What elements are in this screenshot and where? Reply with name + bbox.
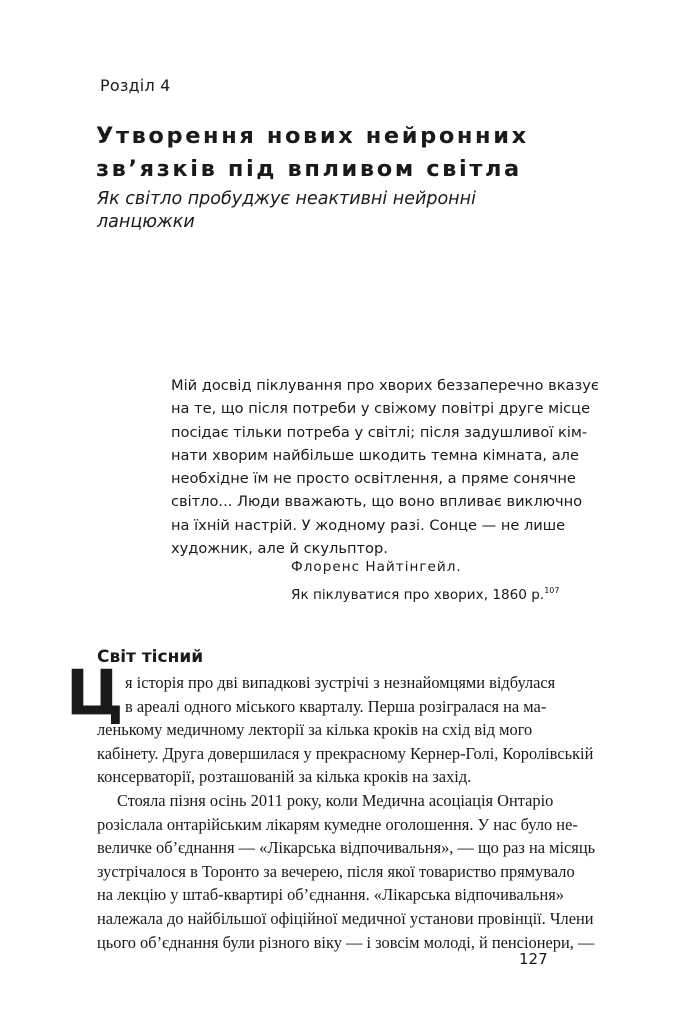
attribution-author: Флоренс Найтінгейл. <box>291 559 462 575</box>
chapter-title <box>96 120 566 186</box>
epigraph-line: нати хворим найбільше шкодить темна кімната, але <box>171 446 579 464</box>
section-heading: Світ тісний <box>97 647 204 667</box>
epigraph-line: на їхній настрій. У жодному разі. Сонце — не лише <box>171 516 566 534</box>
body-text <box>97 671 596 954</box>
epigraph-line: світло... Люди вважають, що воно впливає виключно <box>171 493 583 511</box>
epigraph-attribution <box>291 556 559 607</box>
body-line: розіслала онтарійським лікарям кумедне оголошення. У нас було не- <box>97 814 578 834</box>
body-line: консерваторії, розташованій за кілька кроків на захід. <box>97 767 472 787</box>
body-line: Стояла пізня осінь 2011 року, коли Медична асоціація Онтаріо <box>117 790 554 810</box>
footnote-marker: 107 <box>544 586 560 595</box>
chapter-label: Розділ 4 <box>100 76 171 95</box>
chapter-title-line-2: зв’язків під впливом світла <box>96 156 522 182</box>
drop-cap-letter: Ц <box>66 656 124 729</box>
body-line: на лекцію у штаб-квартирі об’єднання. «Лікарська відпочивальня» <box>97 885 564 905</box>
epigraph-line: Мій досвід піклування про хворих беззаперечно вказує <box>171 377 599 394</box>
body-line: цього об’єднання були різного віку — і зовсім молоді, й пенсіонери, — <box>97 932 595 952</box>
page-number: 127 <box>519 950 548 968</box>
attribution-source <box>291 579 559 607</box>
epigraph-line: художник, але й скульптор. <box>171 540 388 558</box>
chapter-subtitle: Як світло пробуджує неактивні нейронні ланцюжки <box>97 189 476 232</box>
epigraph-line: на те, що після потреби у свіжому повітрі друге місце <box>171 400 591 418</box>
body-line: я історія про дві випадкові зустрічі з незнайомцями відбулася <box>125 673 556 692</box>
body-line: величке об’єднання — «Лікарська відпочивальня», — що раз на місяць <box>97 838 596 858</box>
epigraph-line: посідає тільки потреба у світлі; після задушливої кім- <box>171 423 588 441</box>
body-line: належала до найбільшої офіційної медичної установи провінції. Члени <box>97 908 594 928</box>
epigraph-quote <box>171 374 599 560</box>
epigraph-line: необхідне їм не просто освітлення, а пряме сонячне <box>171 470 576 488</box>
body-line: в ареалі одного міського кварталу. Перша розігралася на ма- <box>125 696 547 716</box>
chapter-title-line-1: Утворення нових нейронних <box>96 123 529 149</box>
attribution-source-text: Як піклуватися про хворих, 1860 р. <box>291 587 545 603</box>
body-line: ленькому медичному лекторії за кілька кроків на схід від мого <box>97 720 533 740</box>
body-line: кабінету. Друга довершилася у прекрасному Кернер-Голі, Королівській <box>97 743 594 763</box>
body-line: зустрічалося в Торонто за вечерею, після якої товариство прямувало <box>97 861 575 881</box>
